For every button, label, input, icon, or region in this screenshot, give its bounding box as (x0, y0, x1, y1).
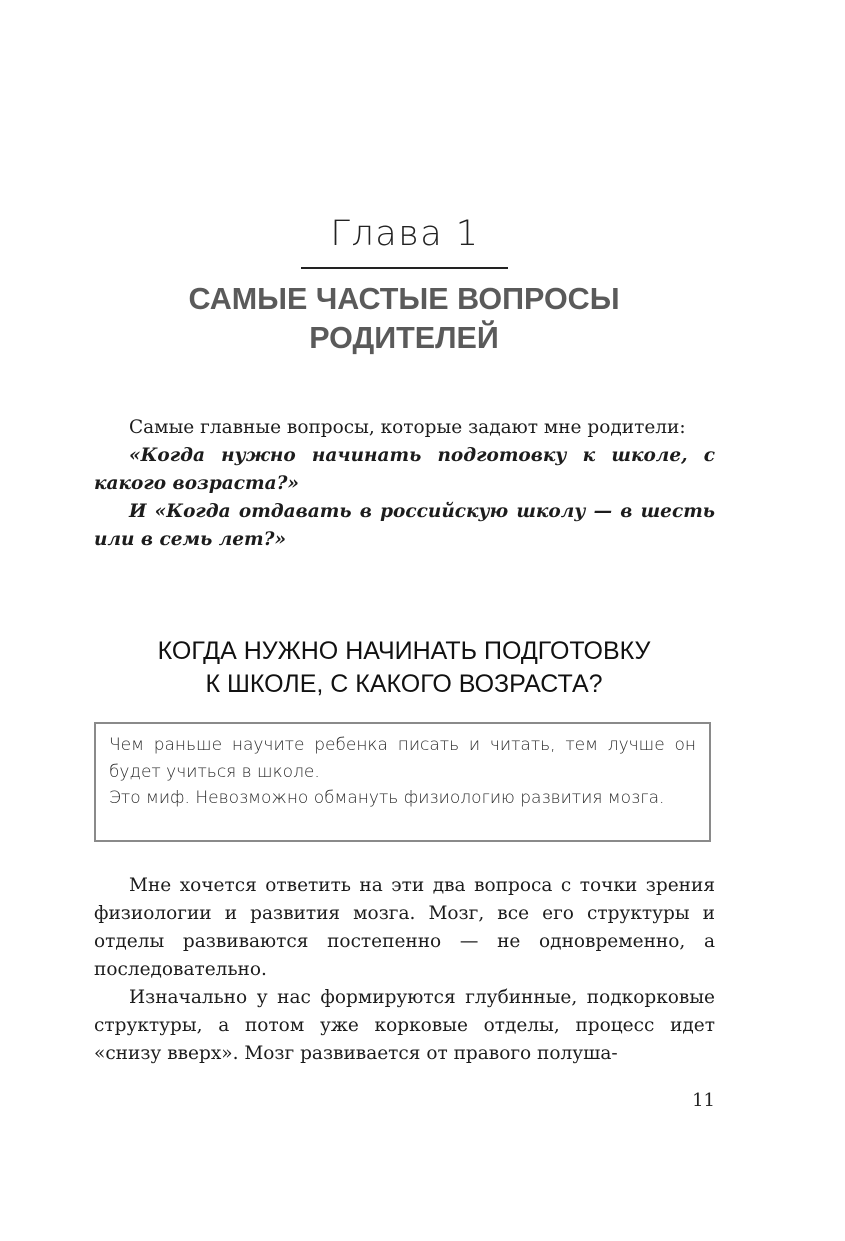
callout-verdict-text: Это миф. Невозможно обмануть физиологию развития мозга. (109, 788, 665, 808)
section-heading-line-2: К ШКОЛЕ, С КАКОГО ВОЗРАСТА? (205, 670, 603, 698)
chapter-label: Глава 1 (330, 214, 480, 254)
intro-question-1: «Когда нужно начинать подготовку к школе, с какого возраста?» (94, 445, 715, 494)
intro-lead: Самые главные вопросы, которые задают мне родители: (129, 417, 686, 438)
chapter-divider (301, 267, 508, 269)
body-paragraph-1: Мне хочется ответить на эти два вопроса с точки зрения физиологии и развития мозга. Мозг, все его структуры и отделы развиваются постепенно — не одновременно, а последовательно. (94, 875, 715, 980)
chapter-title (0, 280, 808, 358)
chapter-title-line-2: РОДИТЕЛЕЙ (309, 321, 499, 355)
section-heading (0, 635, 808, 701)
myth-callout-box (94, 722, 711, 842)
section-heading-line-1: КОГДА НУЖНО НАЧИНАТЬ ПОДГОТОВКУ (157, 637, 651, 665)
callout-myth-text: Чем раньше научите ребенка писать и читать, тем лучше он будет учиться в школе. (109, 735, 696, 782)
chapter-title-line-1: САМЫЕ ЧАСТЫЕ ВОПРОСЫ (188, 282, 620, 316)
main-text (94, 872, 715, 1068)
page-number: 11 (692, 1090, 715, 1111)
intro-block (94, 414, 715, 554)
body-paragraph-2: Изначально у нас формируются глубинные, подкорковые структуры, а потом уже корковые отделы, процесс идет «снизу вверх». Мозг развивается от правого полуша- (94, 987, 715, 1064)
intro-question-2: И «Когда отдавать в российскую школу — в шесть или в семь лет?» (94, 501, 715, 550)
